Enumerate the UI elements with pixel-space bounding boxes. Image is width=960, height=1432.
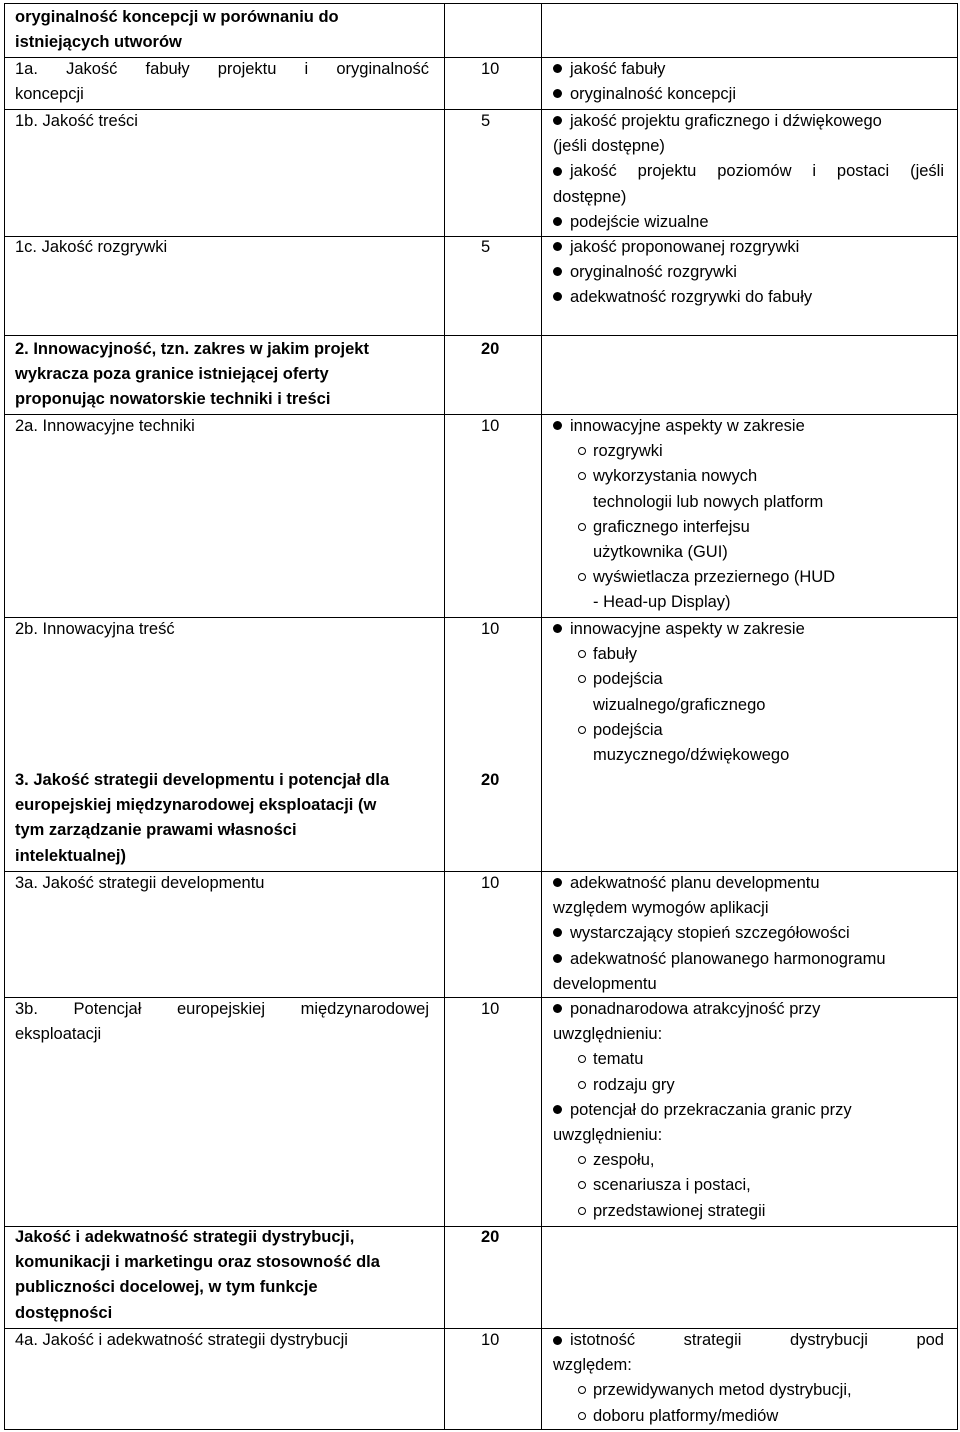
- item-text: wystarczający stopień szczegółowości: [570, 924, 850, 943]
- criterion-label: eksploatacji: [15, 1025, 102, 1044]
- sub-item: [578, 565, 835, 590]
- item-text: potencjał do przekraczania granic przy: [570, 1100, 852, 1119]
- criterion-label: oryginalność koncepcji w porównaniu do: [15, 8, 339, 26]
- criterion-label: 2a. Innowacyjne techniki: [15, 417, 195, 435]
- points-value: 10: [481, 417, 500, 435]
- points-value: 10: [481, 1331, 500, 1349]
- bullet-item: [553, 871, 820, 896]
- sub-item: [578, 1199, 765, 1224]
- item-text: oryginalność rozgrywki: [570, 263, 737, 282]
- bullet-item: [553, 285, 812, 310]
- points-value: 5: [481, 238, 491, 256]
- criterion-label: 3. Jakość strategii developmentu i potencjał dla: [15, 771, 390, 789]
- bullet-dot-icon: [553, 292, 562, 301]
- sub-item: [578, 667, 663, 692]
- item-continuation: [553, 1022, 662, 1047]
- sub-item: [578, 718, 663, 743]
- sub-item: [578, 515, 750, 540]
- item-continuation: [593, 490, 823, 515]
- hollow-circle-icon: [578, 1081, 586, 1089]
- bullet-dot-icon: [553, 116, 562, 125]
- criterion-label: 1c. Jakość rozgrywki: [15, 238, 168, 256]
- hollow-circle-icon: [578, 447, 586, 455]
- item-text: zespołu,: [593, 1151, 655, 1170]
- points-value: 10: [481, 874, 500, 892]
- points-value: 20: [481, 771, 500, 789]
- sub-item: [578, 1378, 852, 1403]
- item-text: wykorzystania nowych: [593, 467, 758, 486]
- item-continuation: [593, 590, 731, 615]
- bullet-dot-icon: [553, 954, 562, 963]
- item-text: uwzględnieniu:: [553, 1126, 663, 1144]
- criterion-label: tym zarządzanie prawami własności: [15, 821, 297, 840]
- item-text: jakość projektu poziomów i postaci (jeśli: [570, 162, 944, 181]
- criterion-label: publiczności docelowej, w tym funkcje: [15, 1278, 318, 1297]
- criterion-label: 3b. Potencjał europejskiej międzynarodowej: [15, 1000, 429, 1018]
- item-text: względem wymogów aplikacji: [553, 899, 769, 918]
- item-text: istotność strategii dystrybucji pod: [570, 1331, 944, 1349]
- bullet-item: [553, 109, 882, 134]
- sub-item: [578, 1173, 751, 1198]
- criterion-label: intelektualnej): [15, 846, 126, 865]
- item-text: jakość projektu graficznego i dźwiękowego: [570, 112, 882, 130]
- sub-item: [578, 642, 637, 667]
- bullet-item: [553, 57, 665, 82]
- item-text: innowacyjne aspekty w zakresie: [570, 417, 805, 435]
- bullet-dot-icon: [553, 217, 562, 226]
- sub-item: [578, 1047, 643, 1072]
- criterion-label: proponując nowatorskie techniki i treści: [15, 390, 331, 409]
- bullet-item: [553, 260, 737, 285]
- criteria-table: [4, 3, 958, 1430]
- points-value: 10: [481, 60, 500, 78]
- bullet-item: [553, 617, 805, 642]
- item-text: tematu: [593, 1050, 644, 1069]
- item-text: (jeśli dostępne): [553, 137, 665, 156]
- item-text: wizualnego/graficznego: [593, 695, 766, 714]
- points-value: 20: [481, 1228, 500, 1246]
- hollow-circle-icon: [578, 650, 586, 658]
- item-text: wyświetlacza przeziernego (HUD: [593, 568, 836, 587]
- item-text: przewidywanych metod dystrybucji,: [593, 1381, 852, 1400]
- points-value: 5: [481, 112, 491, 130]
- bullet-item: [553, 82, 736, 107]
- item-text: adekwatność planu developmentu: [570, 874, 820, 892]
- bullet-item: [553, 921, 850, 946]
- item-text: oryginalność koncepcji: [570, 85, 737, 104]
- bullet-item: [553, 947, 886, 972]
- criterion-label: dostępności: [15, 1303, 113, 1322]
- sub-item: [578, 1148, 654, 1173]
- item-text: względem:: [553, 1356, 632, 1375]
- bullet-dot-icon: [553, 242, 562, 251]
- item-text: podejście wizualne: [570, 212, 709, 231]
- item-text: rozgrywki: [593, 442, 663, 461]
- item-text: - Head-up Display): [593, 593, 731, 612]
- bullet-item: [553, 159, 944, 184]
- sub-item: [578, 439, 663, 464]
- criterion-label: 3a. Jakość strategii developmentu: [15, 874, 265, 892]
- sub-item: [578, 1404, 778, 1429]
- item-text: użytkownika (GUI): [593, 543, 728, 561]
- item-text: technologii lub nowych platform: [593, 492, 824, 511]
- item-text: fabuły: [593, 645, 638, 664]
- hollow-circle-icon: [578, 1412, 586, 1420]
- hollow-circle-icon: [578, 726, 586, 734]
- points-value: 10: [481, 1000, 500, 1018]
- bullet-dot-icon: [553, 878, 562, 887]
- sub-item: [578, 464, 757, 489]
- criterion-label: 1a. Jakość fabuły projektu i oryginalność: [15, 60, 429, 78]
- item-text: scenariusza i postaci,: [593, 1176, 751, 1195]
- item-text: jakość proponowanej rozgrywki: [570, 238, 800, 256]
- criterion-label: 2. Innowacyjność, tzn. zakres w jakim projekt: [15, 340, 369, 358]
- row-divider: [5, 335, 957, 336]
- criterion-label: 2b. Innowacyjna treść: [15, 620, 175, 638]
- bullet-dot-icon: [553, 421, 562, 430]
- item-text: adekwatność rozgrywki do fabuły: [570, 288, 813, 307]
- column-divider: [541, 4, 542, 1429]
- bullet-dot-icon: [553, 267, 562, 276]
- bullet-item: [553, 1328, 944, 1353]
- criterion-label: europejskiej międzynarodowej eksploatacji (w: [15, 796, 377, 815]
- bullet-dot-icon: [553, 1336, 562, 1345]
- item-text: rodzaju gry: [593, 1075, 675, 1094]
- hollow-circle-icon: [578, 1055, 586, 1063]
- bullet-dot-icon: [553, 64, 562, 73]
- bullet-dot-icon: [553, 1004, 562, 1013]
- points-value: 20: [481, 340, 500, 358]
- hollow-circle-icon: [578, 1386, 586, 1394]
- item-text: jakość fabuły: [570, 60, 666, 78]
- bullet-dot-icon: [553, 624, 562, 633]
- item-continuation: [553, 185, 626, 210]
- hollow-circle-icon: [578, 523, 586, 531]
- item-continuation: [553, 134, 665, 159]
- bullet-item: [553, 997, 820, 1022]
- criterion-label: istniejących utworów: [15, 33, 182, 52]
- points-value: 10: [481, 620, 500, 638]
- criterion-label: 4a. Jakość i adekwatność strategii dystrybucji: [15, 1331, 348, 1349]
- item-text: podejścia: [593, 720, 663, 739]
- criterion-label: koncepcji: [15, 85, 84, 104]
- sub-item: [578, 1073, 675, 1098]
- bullet-dot-icon: [553, 167, 562, 176]
- bullet-dot-icon: [553, 89, 562, 98]
- item-continuation: [553, 1123, 662, 1148]
- item-continuation: [553, 972, 657, 997]
- hollow-circle-icon: [578, 1181, 586, 1189]
- item-text: podejścia: [593, 670, 663, 689]
- bullet-dot-icon: [553, 1105, 562, 1114]
- item-text: przedstawionej strategii: [593, 1201, 766, 1220]
- hollow-circle-icon: [578, 1156, 586, 1164]
- criterion-label: 1b. Jakość treści: [15, 112, 138, 130]
- bullet-item: [553, 210, 709, 235]
- item-text: doboru platformy/mediów: [593, 1406, 779, 1425]
- item-text: innowacyjne aspekty w zakresie: [570, 620, 805, 638]
- bullet-item: [553, 1098, 852, 1123]
- criterion-label: wykracza poza granice istniejącej oferty: [15, 365, 329, 384]
- item-text: graficznego interfejsu: [593, 517, 750, 536]
- item-text: adekwatność planowanego harmonogramu: [570, 949, 886, 968]
- hollow-circle-icon: [578, 1207, 586, 1215]
- bullet-item: [553, 235, 799, 260]
- item-text: muzycznego/dźwiękowego: [593, 746, 790, 764]
- item-text: developmentu: [553, 974, 657, 993]
- bullet-item: [553, 414, 805, 439]
- item-continuation: [553, 1353, 632, 1378]
- bullet-dot-icon: [553, 928, 562, 937]
- item-text: dostępne): [553, 187, 627, 206]
- hollow-circle-icon: [578, 472, 586, 480]
- hollow-circle-icon: [578, 573, 586, 581]
- item-text: ponadnarodowa atrakcyjność przy: [570, 1000, 821, 1018]
- hollow-circle-icon: [578, 675, 586, 683]
- column-divider: [444, 4, 445, 1429]
- item-text: uwzględnieniu:: [553, 1025, 663, 1044]
- criterion-label: komunikacji i marketingu oraz stosowność dla: [15, 1253, 380, 1272]
- item-continuation: [593, 743, 789, 768]
- criterion-label: Jakość i adekwatność strategii dystrybucji,: [15, 1228, 355, 1246]
- item-continuation: [593, 540, 728, 565]
- item-continuation: [553, 896, 769, 921]
- item-continuation: [593, 693, 765, 718]
